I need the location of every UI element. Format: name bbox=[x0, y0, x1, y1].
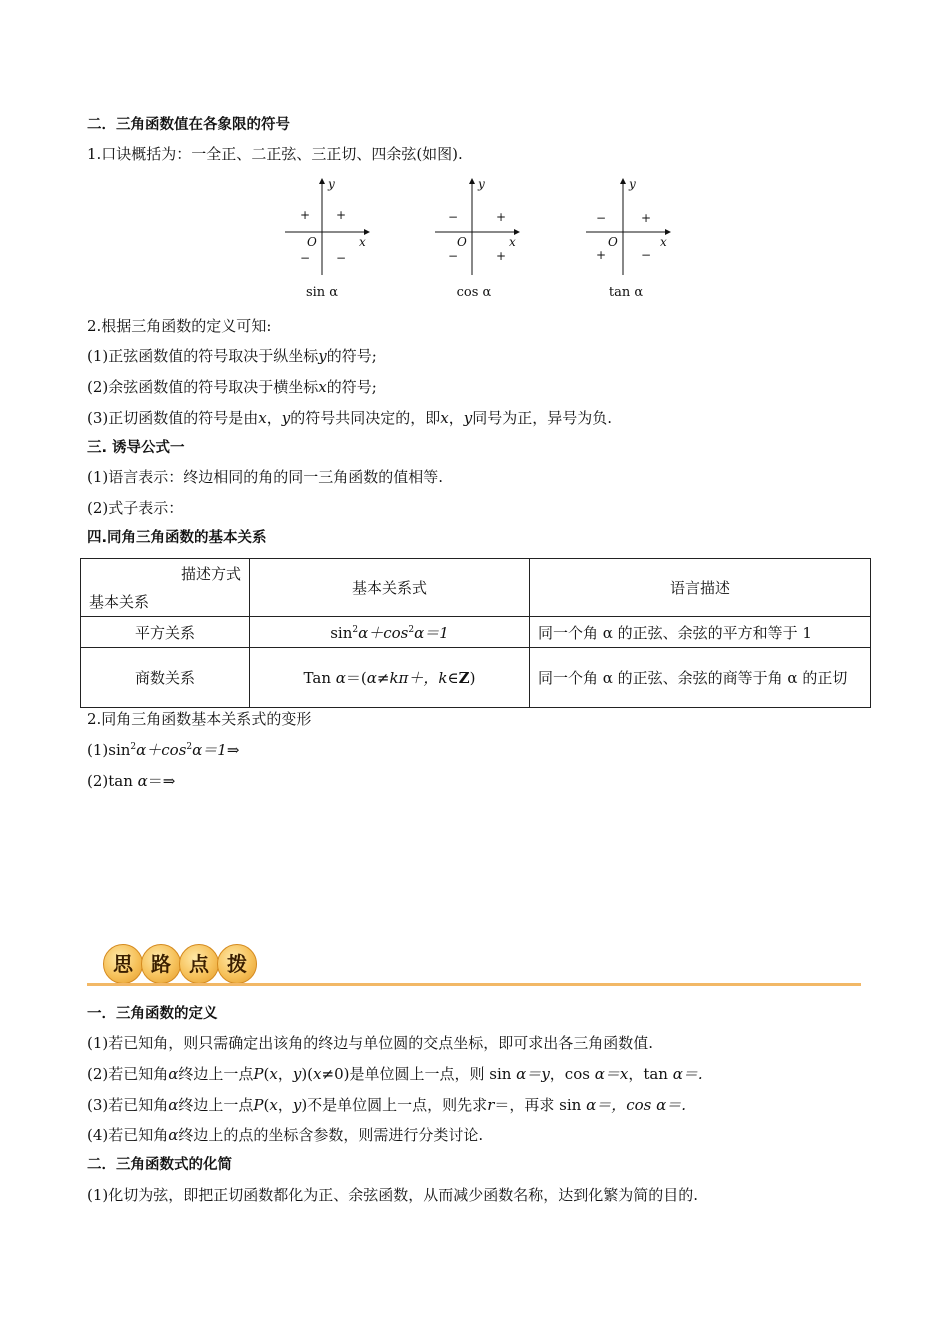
text: ) bbox=[469, 669, 476, 687]
paragraph: 1.口诀概括为：一全正、二正弦、三正切、四余弦(如图). bbox=[87, 145, 463, 163]
banner-char: 点 bbox=[179, 944, 219, 984]
paragraph bbox=[87, 771, 175, 791]
paragraph bbox=[87, 1095, 686, 1115]
cos-quadrant-diagram bbox=[432, 176, 532, 302]
var-y: y bbox=[292, 1096, 302, 1114]
var-y: y bbox=[463, 409, 473, 427]
text: (1)sin bbox=[87, 741, 131, 759]
x-axis-label: x bbox=[509, 235, 516, 249]
section-heading: 二．三角函数式的化简 bbox=[87, 1157, 232, 1173]
text: α＝. bbox=[667, 1065, 703, 1083]
text: 的符号; bbox=[326, 378, 377, 396]
text: α＋cos bbox=[136, 741, 187, 759]
paragraph: (1)化切为弦，即把正切函数都化为正、余弦函数，从而减少函数名称，达到化繁为简的目的. bbox=[87, 1186, 699, 1204]
corner-cell bbox=[81, 559, 250, 617]
diagram-caption: sin α bbox=[305, 285, 339, 300]
section-heading: 一．三角函数的定义 bbox=[87, 1006, 218, 1022]
quadrant-2-sign: − bbox=[596, 211, 607, 225]
y-axis-label: y bbox=[629, 177, 636, 191]
text: 的符号共同决定的，即 bbox=[290, 409, 441, 427]
quadrant-1-sign: + bbox=[641, 211, 652, 225]
text: 同号为正，异号为负. bbox=[472, 409, 612, 427]
var-x: x bbox=[440, 409, 449, 427]
paragraph: 2.根据三角函数的定义可知: bbox=[87, 317, 272, 335]
text: sin bbox=[330, 623, 353, 642]
relation-formula bbox=[250, 617, 530, 648]
banner-char: 路 bbox=[141, 944, 181, 984]
text: 的符号; bbox=[326, 347, 377, 365]
table-row bbox=[81, 617, 871, 648]
var-y: y bbox=[541, 1065, 550, 1083]
text: α＝ bbox=[511, 1065, 542, 1083]
var-alpha: α bbox=[168, 1096, 179, 1114]
text: α＝1 bbox=[414, 623, 449, 642]
section-heading: 二．三角函数值在各象限的符号 bbox=[87, 117, 290, 133]
banner-char: 思 bbox=[103, 944, 143, 984]
text: )( bbox=[301, 1065, 314, 1083]
var-alpha: α bbox=[168, 1126, 179, 1144]
text: α≠kπ＋， bbox=[366, 669, 439, 687]
text: (3)正切函数值的符号是由 bbox=[87, 409, 259, 427]
superscript: 2 bbox=[352, 624, 359, 635]
x-axis-label: x bbox=[359, 235, 366, 249]
quadrant-4-sign: − bbox=[641, 248, 652, 262]
origin-label: O bbox=[307, 235, 317, 249]
var-y: y bbox=[318, 347, 327, 365]
origin-label: O bbox=[457, 235, 467, 249]
axes-graphic bbox=[282, 176, 382, 302]
text: ＝⇒ bbox=[147, 772, 176, 790]
quadrant-3-sign: − bbox=[300, 251, 311, 265]
paragraph bbox=[87, 1125, 483, 1145]
section-heading: 三. 诱导公式一 bbox=[87, 440, 185, 456]
paragraph bbox=[87, 377, 377, 397]
paragraph: 2.同角三角函数基本关系式的变形 bbox=[87, 710, 312, 728]
text: (2)若已知角 bbox=[87, 1065, 169, 1083]
superscript: 2 bbox=[130, 742, 137, 752]
text: ( bbox=[263, 1065, 270, 1083]
paragraph bbox=[87, 740, 239, 760]
origin-label: O bbox=[608, 235, 618, 249]
relation-description: 同一个角 α 的正弦、余弦的平方和等于 1 bbox=[530, 617, 871, 648]
var-r: r bbox=[487, 1096, 495, 1114]
text: α＝1⇒ bbox=[192, 741, 240, 759]
y-axis-label: y bbox=[328, 177, 335, 191]
paragraph: (1)语言表示：终边相同的角的同一三角函数的值相等. bbox=[87, 468, 444, 486]
table-header-row bbox=[81, 559, 871, 617]
var-y: y bbox=[292, 1065, 302, 1083]
integer-set: Z bbox=[458, 669, 470, 687]
relation-name: 商数关系 bbox=[81, 648, 250, 708]
text: (2)余弦函数值的符号取决于横坐标 bbox=[87, 378, 319, 396]
diagram-caption: cos α bbox=[456, 285, 492, 300]
text: ，cos bbox=[549, 1065, 590, 1083]
text: )不是单位圆上一点，则先求 bbox=[301, 1096, 488, 1114]
quadrant-3-sign: + bbox=[596, 248, 607, 262]
section-heading: 四.同角三角函数的基本关系 bbox=[87, 530, 267, 546]
paragraph bbox=[87, 408, 612, 428]
var-alpha: α bbox=[335, 669, 346, 687]
var-P: P bbox=[253, 1065, 264, 1083]
text: Tan bbox=[303, 669, 336, 687]
superscript: 2 bbox=[186, 742, 193, 752]
quadrant-2-sign: − bbox=[448, 210, 459, 224]
var-x: x bbox=[313, 1065, 322, 1083]
text: ， bbox=[266, 409, 282, 427]
basic-relations-table bbox=[80, 558, 871, 708]
superscript: 2 bbox=[408, 624, 415, 635]
corner-top-label: 描述方式 bbox=[180, 564, 241, 583]
text: 终边上一点 bbox=[178, 1096, 254, 1114]
relation-formula bbox=[250, 648, 530, 708]
var-alpha: α bbox=[168, 1065, 179, 1083]
quadrant-4-sign: + bbox=[496, 249, 507, 263]
text: ， bbox=[277, 1096, 293, 1114]
var-x: x bbox=[269, 1096, 278, 1114]
var-x: x bbox=[269, 1065, 278, 1083]
text: α＝. bbox=[651, 1096, 686, 1114]
text: ∈ bbox=[447, 669, 459, 687]
var-x: x bbox=[619, 1065, 629, 1083]
paragraph: (2)式子表示： bbox=[87, 499, 184, 517]
quadrant-1-sign: + bbox=[336, 208, 347, 222]
header-description: 语言描述 bbox=[530, 559, 871, 617]
tan-quadrant-diagram bbox=[583, 176, 683, 302]
text: ， bbox=[448, 409, 464, 427]
quadrant-3-sign: − bbox=[448, 249, 459, 263]
var-k: k bbox=[438, 669, 448, 687]
var-alpha: α bbox=[137, 772, 148, 790]
axes-graphic bbox=[432, 176, 532, 302]
paragraph bbox=[87, 1064, 703, 1084]
corner-bottom-label: 基本关系 bbox=[89, 592, 150, 611]
var-y: y bbox=[281, 409, 291, 427]
var-x: x bbox=[318, 378, 327, 396]
sin-quadrant-diagram bbox=[282, 176, 382, 302]
paragraph bbox=[87, 346, 377, 366]
text: ＝( bbox=[345, 669, 367, 687]
text: ，tan bbox=[628, 1065, 668, 1083]
text: α＝，cos bbox=[581, 1096, 652, 1114]
text: ， bbox=[277, 1065, 293, 1083]
table-row bbox=[81, 648, 871, 708]
quadrant-1-sign: + bbox=[496, 210, 507, 224]
text: (3)若已知角 bbox=[87, 1096, 169, 1114]
text: α＝ bbox=[589, 1065, 620, 1083]
text: ≠0)是单位圆上一点，则 sin bbox=[321, 1065, 512, 1083]
text: ( bbox=[263, 1096, 270, 1114]
text: ＝，再求 sin bbox=[494, 1096, 582, 1114]
text: 终边上的点的坐标含参数，则需进行分类讨论. bbox=[178, 1126, 484, 1144]
text: (4)若已知角 bbox=[87, 1126, 169, 1144]
relation-name: 平方关系 bbox=[81, 617, 250, 648]
paragraph: (1)若已知角，则只需确定出该角的终边与单位圆的交点坐标，即可求出各三角函数值. bbox=[87, 1034, 654, 1052]
banner-divider bbox=[87, 983, 861, 986]
quadrant-2-sign: + bbox=[300, 208, 311, 222]
var-P: P bbox=[253, 1096, 264, 1114]
diagram-caption: tan α bbox=[608, 285, 644, 300]
text: (2)tan bbox=[87, 772, 138, 790]
text: α＋cos bbox=[358, 623, 409, 642]
quadrant-4-sign: − bbox=[336, 251, 347, 265]
text: 终边上一点 bbox=[178, 1065, 254, 1083]
header-formula: 基本关系式 bbox=[250, 559, 530, 617]
axes-graphic bbox=[583, 176, 683, 302]
y-axis-label: y bbox=[478, 177, 485, 191]
x-axis-label: x bbox=[660, 235, 667, 249]
text: (1)正弦函数值的符号取决于纵坐标 bbox=[87, 347, 319, 365]
relation-description: 同一个角 α 的正弦、余弦的商等于角 α 的正切 bbox=[530, 648, 871, 708]
banner-char: 拨 bbox=[217, 944, 257, 984]
var-x: x bbox=[258, 409, 267, 427]
